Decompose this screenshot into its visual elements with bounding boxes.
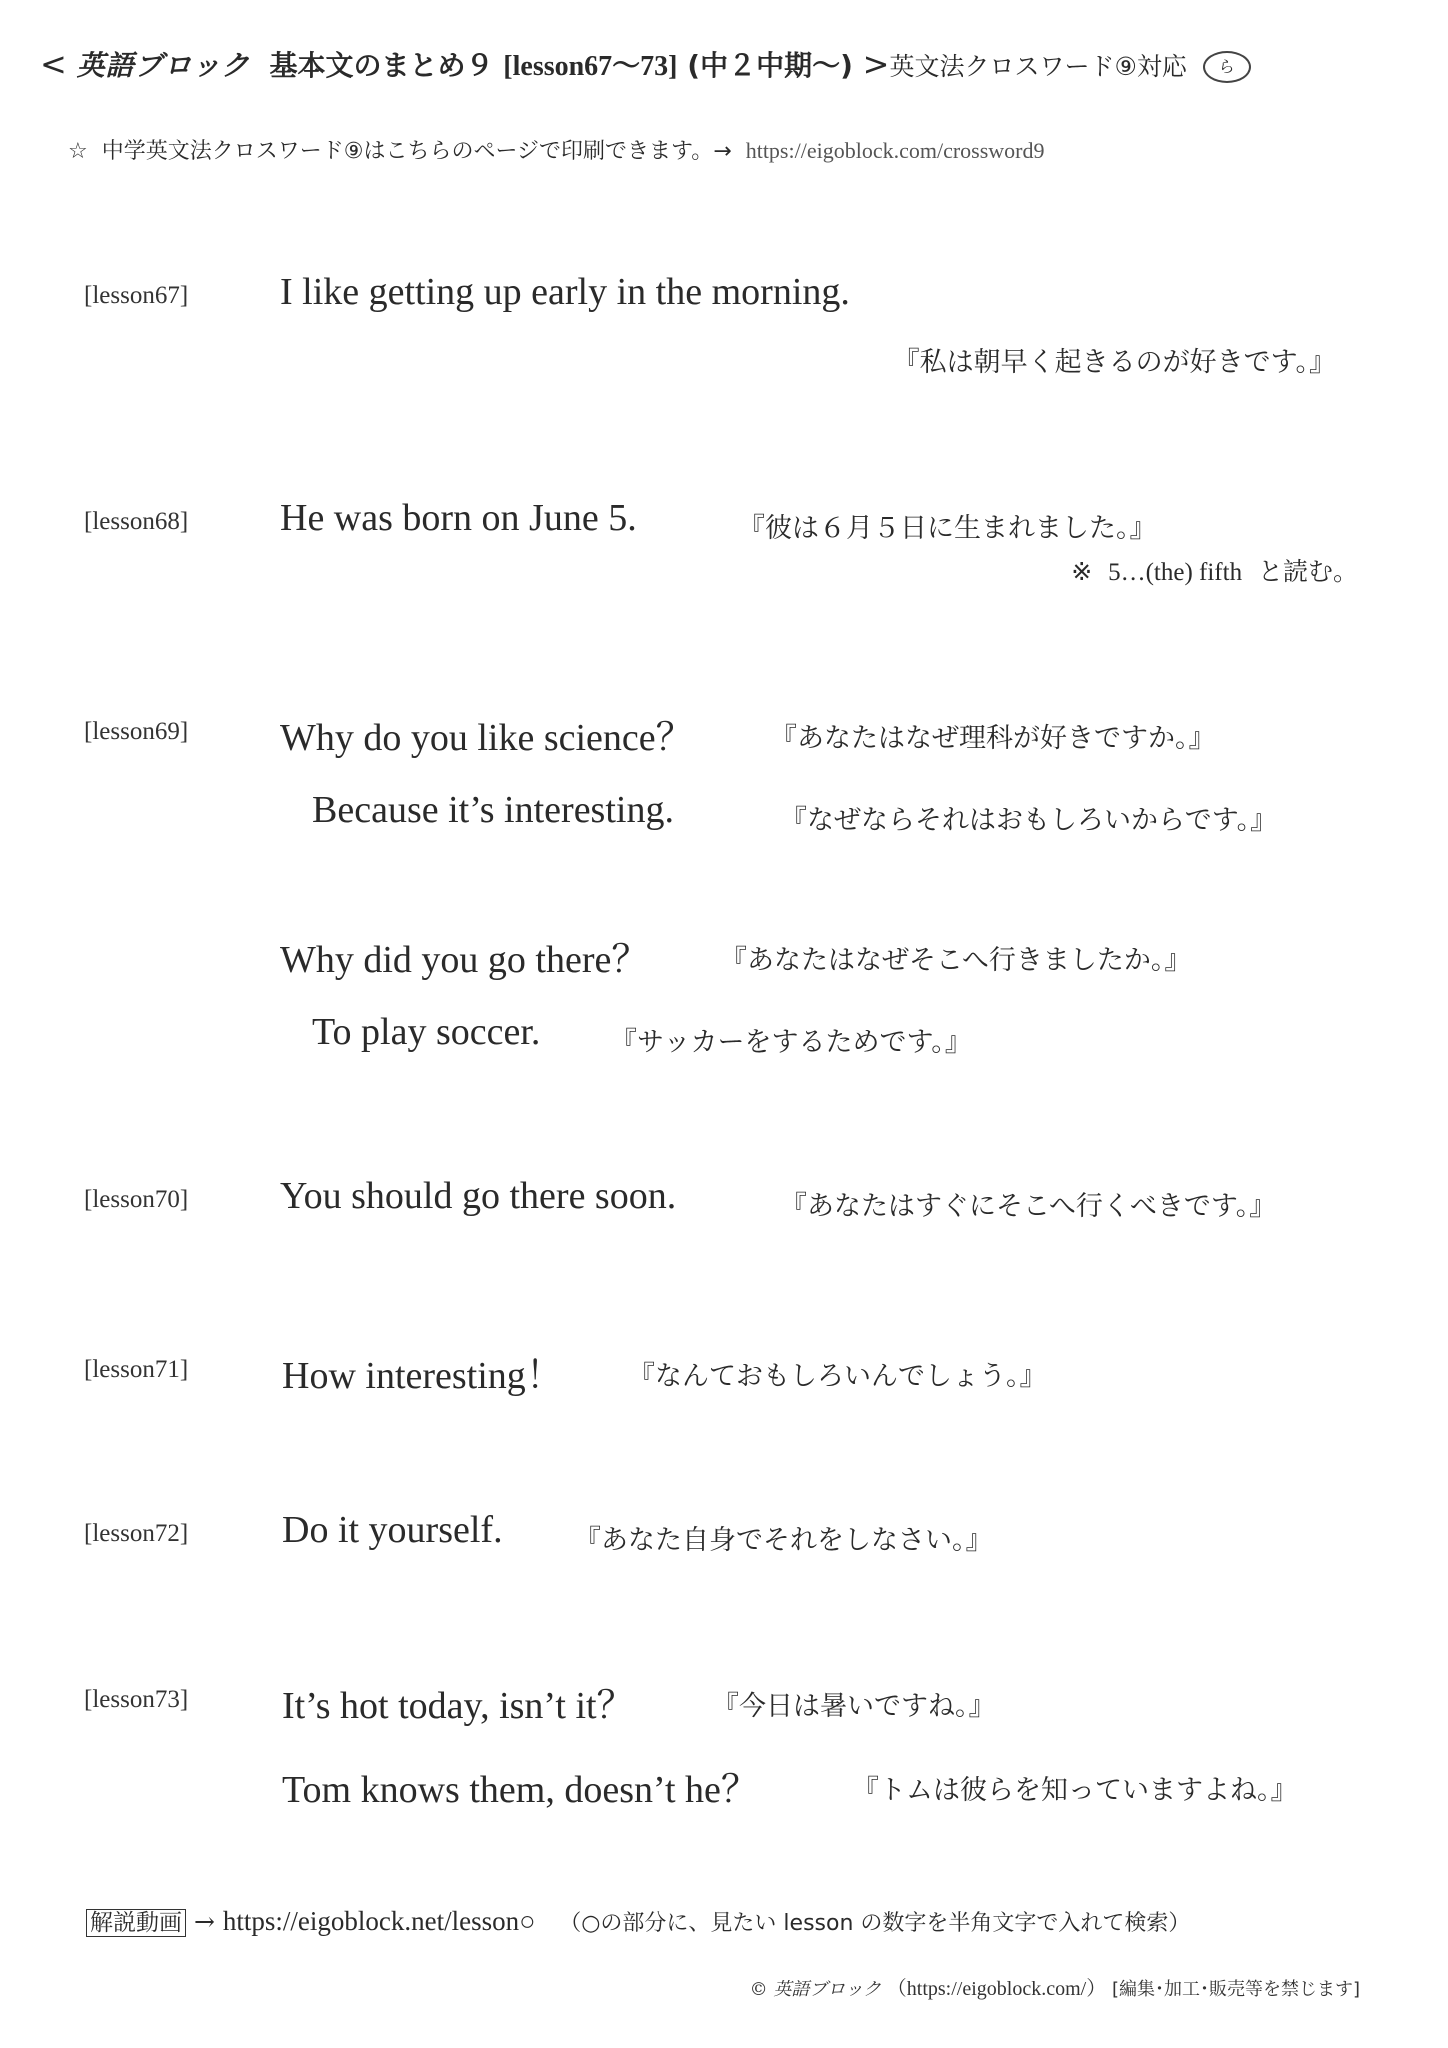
notice-text: 中学英文法クロスワード⑨はこちらのページで印刷できます。→: [101, 139, 732, 164]
brand-logo-icon: ら: [1203, 51, 1251, 83]
lesson67-english: I like getting up early in the morning.: [280, 271, 850, 313]
arrow-icon: →: [193, 1907, 215, 1936]
lesson68-english: He was born on June 5.: [280, 497, 637, 539]
copyright-line: [750, 1972, 1360, 2001]
lesson70-japanese: 『あなたはすぐにそこへ行くべきです。』: [780, 1191, 1277, 1222]
page-header: [40, 44, 1251, 84]
lesson73-sentence2-english: Tom knows them, doesn’t he？: [282, 1769, 759, 1811]
note-mark: ※: [1071, 557, 1093, 586]
copyright-link[interactable]: （https://eigoblock.com/）: [886, 1978, 1107, 2000]
header-right-bracket: >: [862, 45, 890, 83]
lesson73-sentence1-english: It’s hot today, isn’t it？: [282, 1685, 635, 1727]
star-icon: ☆: [68, 139, 88, 164]
lesson73-sentence1-japanese: 『今日は暑いですね。』: [712, 1691, 996, 1722]
lesson-tag-67: [lesson67]: [84, 282, 189, 309]
lesson72-japanese: 『あなた自身でそれをしなさい。』: [574, 1525, 993, 1556]
lesson-tag-72: [lesson72]: [84, 1520, 189, 1547]
page-title: 基本文のまとめ９: [269, 49, 494, 82]
lesson-tag-73: [lesson73]: [84, 1686, 189, 1713]
video-hint: （○の部分に、見たい lesson の数字を半角文字で入れて検索）: [559, 1911, 1191, 1936]
lesson68-japanese: 『彼は６月５日に生まれました。』: [738, 513, 1157, 544]
lesson71-english: How interesting！: [282, 1355, 564, 1397]
lesson69-answer2-japanese: 『サッカーをするためです。』: [610, 1027, 972, 1058]
lesson70-english: You should go there soon.: [280, 1175, 677, 1217]
lesson67-japanese: 『私は朝早く起きるのが好きです。』: [892, 347, 1336, 378]
note-reading: 5…(the) fifth: [1108, 559, 1243, 586]
lesson69-answer1-japanese: 『なぜならそれはおもしろいからです。』: [780, 805, 1278, 836]
lesson-range: [lesson67〜73]: [503, 51, 678, 82]
lesson69-question2-english: Why did you go there？: [280, 939, 650, 981]
video-footer: [86, 1904, 1190, 1937]
lesson71-japanese: 『なんておもしろいんでしょう。』: [628, 1361, 1047, 1392]
crossword-link[interactable]: https://eigoblock.com/crossword9: [745, 138, 1045, 163]
lesson-tag-70: [lesson70]: [84, 1186, 189, 1213]
lesson69-answer1-english: Because it’s interesting.: [312, 789, 674, 831]
brand-name: 英語ブロック: [76, 49, 251, 82]
grade-level: (中２中期〜): [687, 49, 853, 82]
copyright-symbol: ©: [749, 1979, 768, 2000]
header-left-bracket: <: [40, 45, 67, 83]
lesson73-sentence2-japanese: 『トムは彼らを知っていますよね。』: [852, 1775, 1298, 1806]
lesson69-question2-japanese: 『あなたはなぜそこへ行きましたか。』: [720, 945, 1192, 976]
lesson69-answer2-english: To play soccer.: [312, 1011, 541, 1053]
lesson69-question1-english: Why do you like science？: [280, 717, 694, 759]
lesson72-english: Do it yourself.: [282, 1509, 503, 1551]
copyright-brand: 英語ブロック: [773, 1979, 882, 2000]
crossword-notice: [68, 134, 1045, 165]
lesson68-reading-note: [1071, 552, 1358, 588]
lesson-tag-71: [lesson71]: [84, 1356, 189, 1383]
crossword-correspondence: 英文法クロスワード⑨対応: [889, 52, 1187, 81]
lesson-tag-68: [lesson68]: [84, 508, 189, 535]
lesson-tag-69: [lesson69]: [84, 718, 189, 745]
lesson69-question1-japanese: 『あなたはなぜ理科が好きですか。』: [770, 723, 1216, 754]
copyright-notice: [編集･加工･販売等を禁じます]: [1111, 1979, 1360, 2000]
video-link[interactable]: https://eigoblock.net/lesson○: [222, 1906, 536, 1936]
note-text: と読む。: [1257, 557, 1358, 586]
video-label: 解説動画: [86, 1909, 186, 1937]
